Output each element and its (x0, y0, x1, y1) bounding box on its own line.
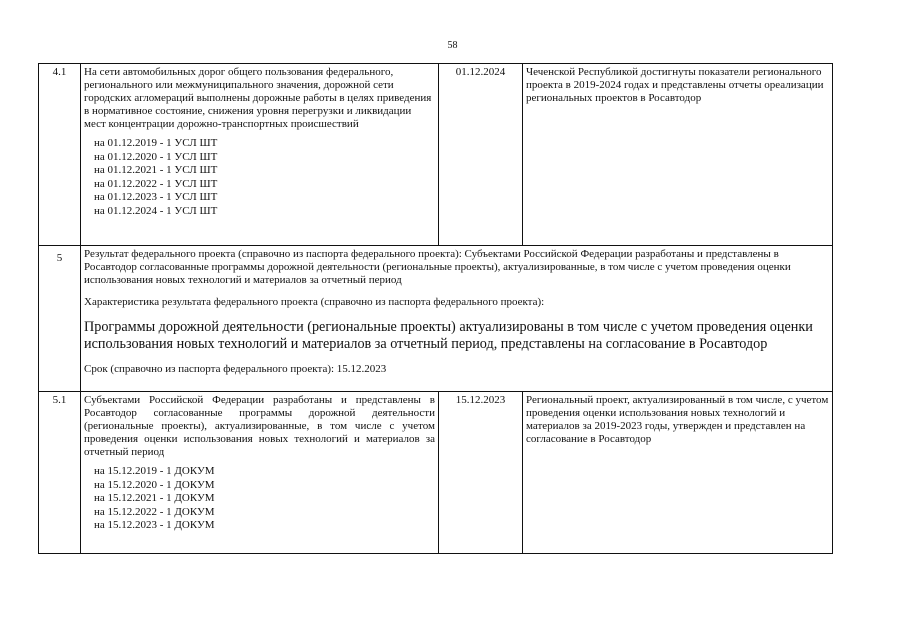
indicator-item: на 15.12.2020 - 1 ДОКУМ (94, 478, 215, 491)
row-date: 01.12.2024 (439, 64, 523, 246)
characteristic-text: Программы дорожной деятельности (региональные проекты) актуализированы в том числе с учетом проведения оценки использования новых технологий и материалов за отчетный период, представлены на согласование в Росавтодор (84, 319, 813, 352)
row-number: 5.1 (39, 392, 81, 554)
indicator-list (84, 137, 435, 218)
row-number: 5 (39, 246, 81, 392)
indicator-item: на 15.12.2023 - 1 ДОКУМ (94, 519, 215, 531)
indicator-item: на 15.12.2022 - 1 ДОКУМ (94, 505, 215, 518)
row-description: Субъектами Российской Федерации разработаны и представлены в Росавтодор согласованные программы дорожной деятельности (региональные проекты), актуализированные, в том числе с учетом проведения оценки использования новых технологий и материалов за отчетный период (84, 394, 435, 458)
characteristic-label: Характеристика результата федерального проекта (справочно из паспорта федерального проекта): (84, 296, 545, 308)
deadline: Срок (справочно из паспорта федерального проекта): 15.12.2023 (84, 363, 387, 375)
row-number: 4.1 (39, 64, 81, 246)
row-result: Чеченской Республикой достигнуты показатели регионального проекта в 2019-2024 годах и представлены отчеты ореализации региональных проектов в Росавтодор (523, 64, 833, 246)
indicator-item: на 01.12.2021 - 1 УСЛ ШТ (94, 164, 218, 176)
indicator-item: на 01.12.2023 - 1 УСЛ ШТ (94, 191, 218, 203)
row-description: На сети автомобильных дорог общего пользования федерального, регионального или межмуниципального значения, дорожной сети городских агломераций выполнены дорожные работы в целях приведения в нормативное состояние, снижения уровня перегрузки и ликвидации мест концентрации дорожно-транспортных происшествий (84, 66, 432, 130)
indicator-item: на 15.12.2021 - 1 ДОКУМ (94, 492, 215, 504)
federal-result-cell (81, 246, 833, 392)
table-row (39, 64, 833, 246)
federal-result: Результат федерального проекта (справочно из паспорта федерального проекта): Субъектами Российской Федерации разработаны и представлены в Росавтодор согласованные программы дорожной деятельности (региональные проекты), актуализированные, в том числе с учетом проведения оценки использования новых технологий и материалов за отчетный период (84, 248, 791, 286)
indicator-item: на 15.12.2019 - 1 ДОКУМ (94, 465, 215, 477)
row-description-cell (81, 64, 439, 246)
indicator-item: на 01.12.2019 - 1 УСЛ ШТ (94, 137, 218, 149)
indicator-item: на 01.12.2022 - 1 УСЛ ШТ (94, 177, 218, 190)
indicator-item: на 01.12.2024 - 1 УСЛ ШТ (94, 204, 218, 217)
page-number: 58 (447, 40, 458, 51)
row-description-cell (81, 392, 439, 554)
table-row (39, 246, 833, 392)
table-row (39, 392, 833, 554)
project-table (38, 63, 833, 554)
indicator-item: на 01.12.2020 - 1 УСЛ ШТ (94, 150, 218, 163)
row-date: 15.12.2023 (439, 392, 523, 554)
indicator-list (84, 465, 435, 533)
row-result: Региональный проект, актуализированный в том числе, с учетом проведения оценки использования новых технологий и материалов за 2019-2023 годы, утвержден и представлен на согласование в Росавтодор (523, 392, 833, 554)
